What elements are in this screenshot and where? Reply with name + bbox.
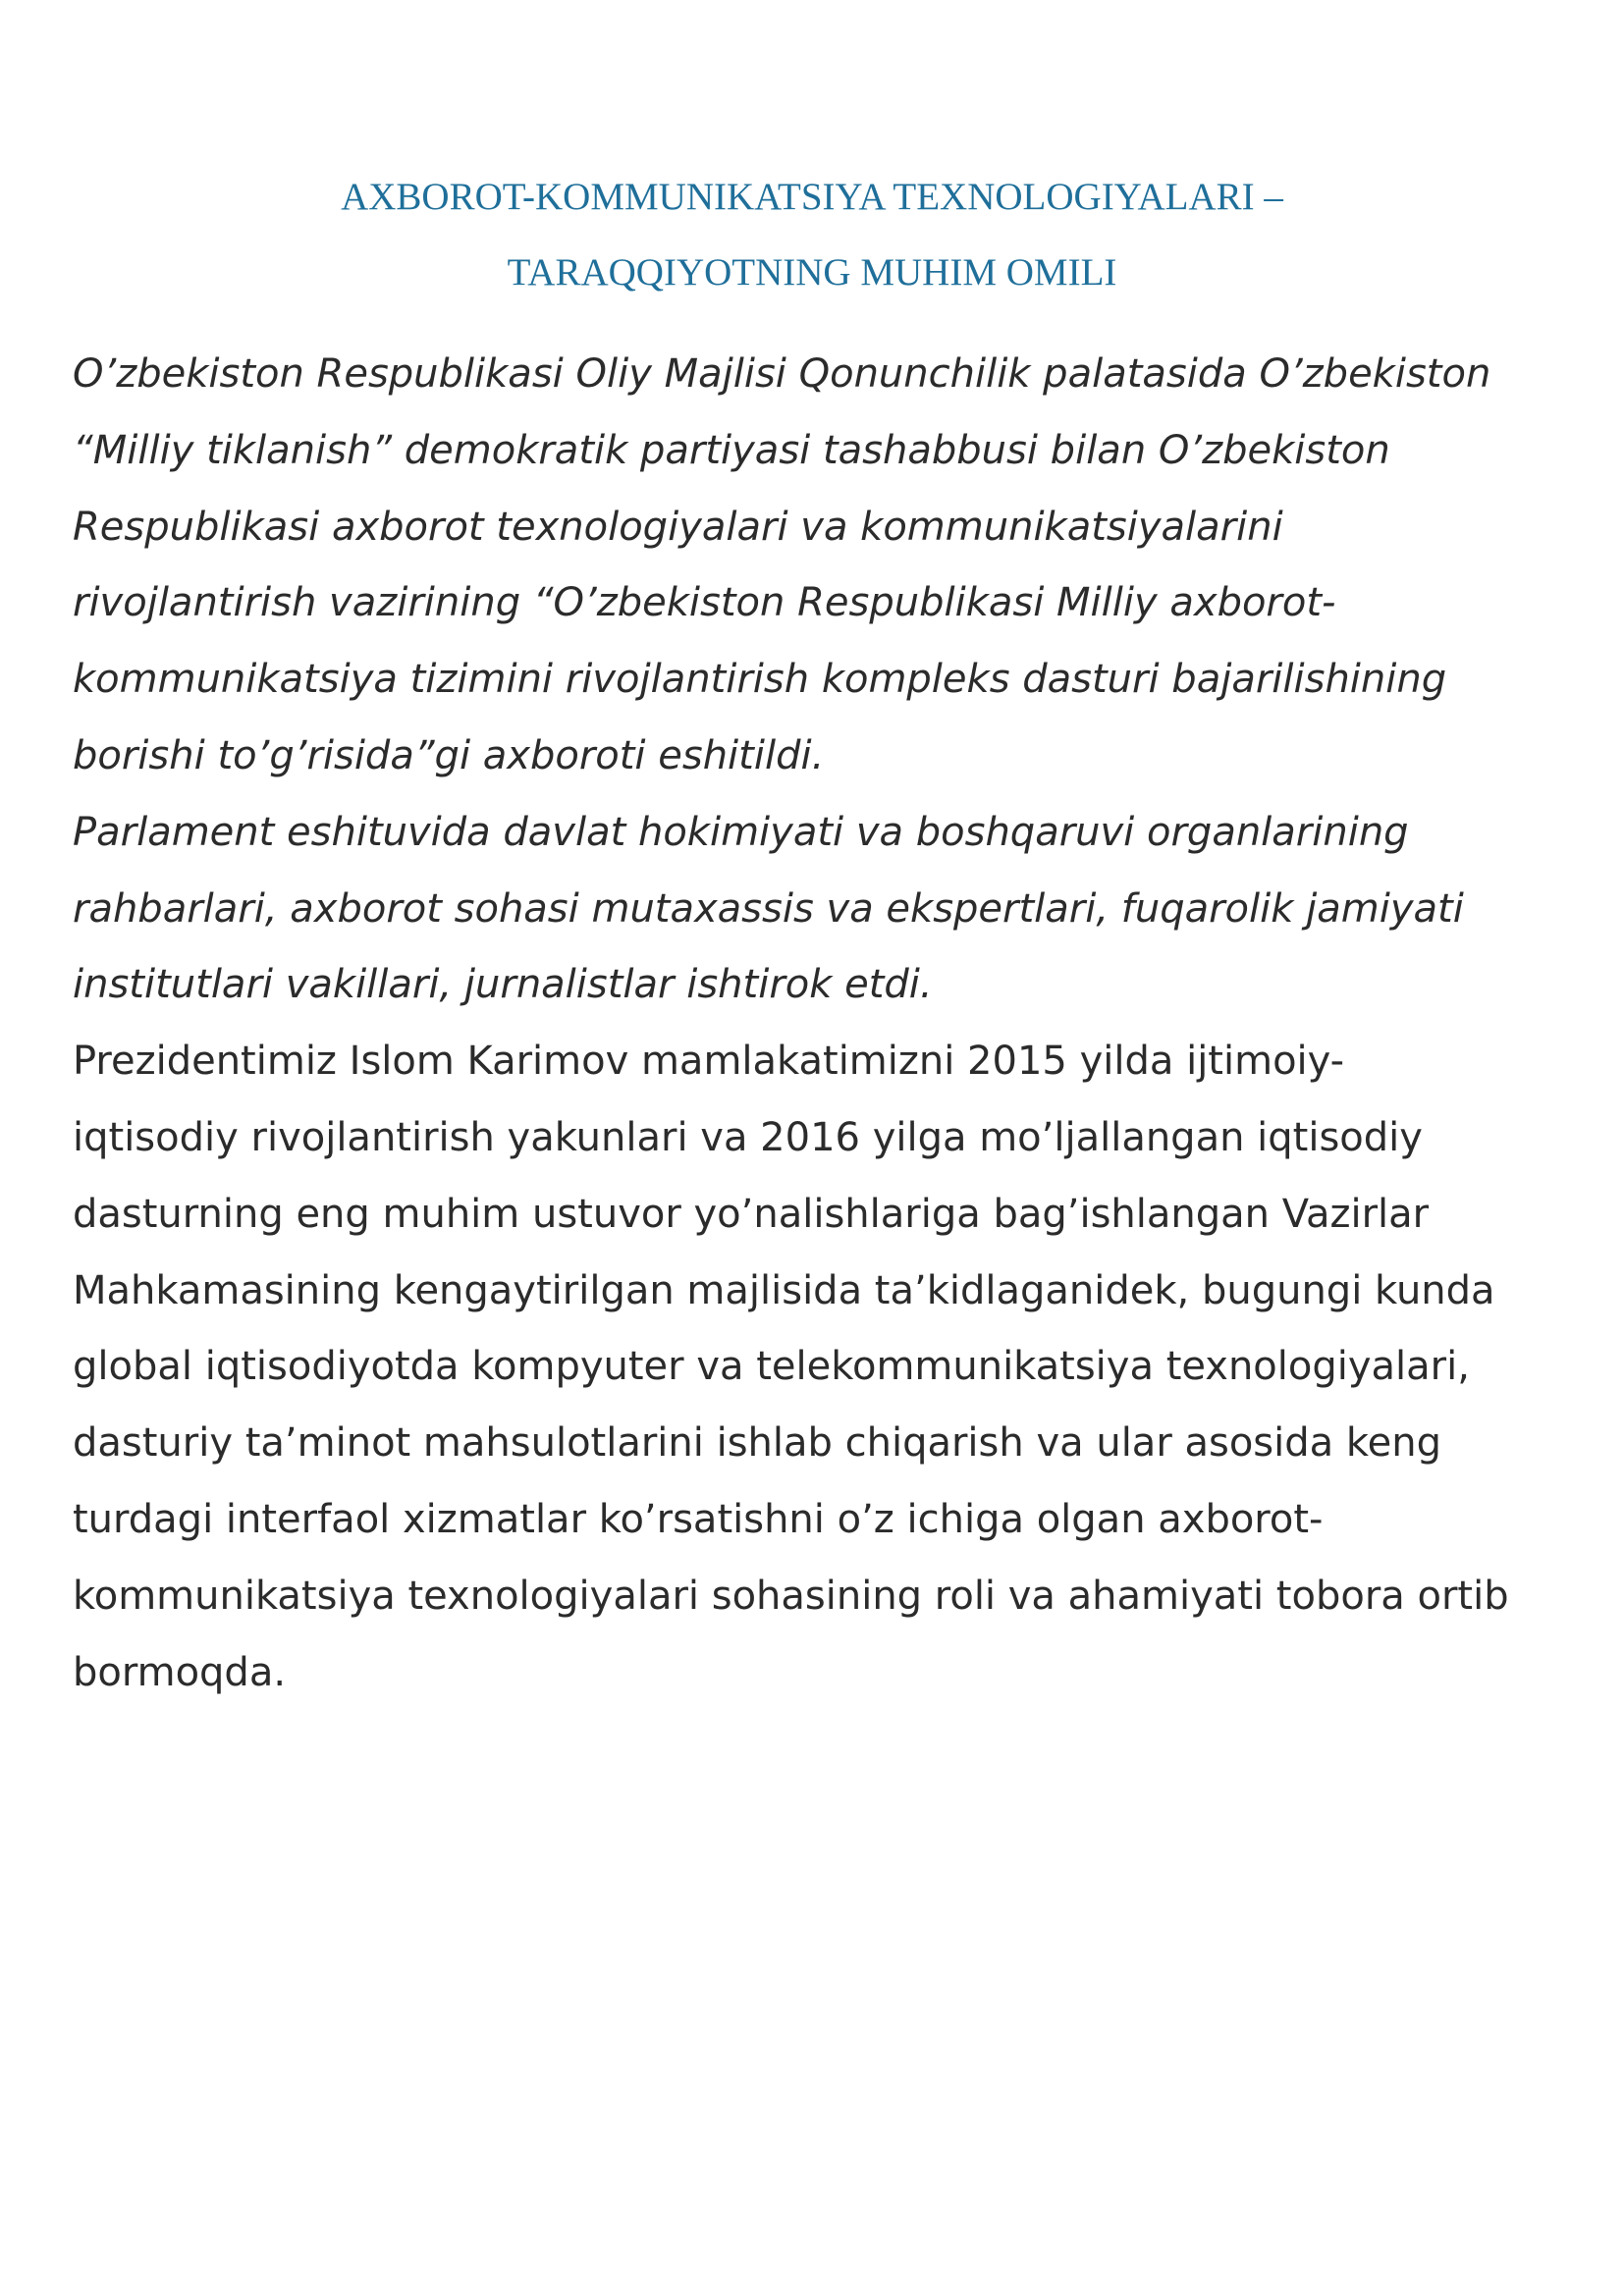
text-line: rivojlantirish vazirining “O’zbekiston Respublikasi Milliy axborot- bbox=[73, 580, 1336, 626]
text-line: Respublikasi axborot texnologiyalari va kommunikatsiyalarini bbox=[73, 504, 1283, 550]
text-line: iqtisodiy rivojlantirish yakunlari va 2016 yilga mo’ljallangan iqtisodiy bbox=[73, 1114, 1423, 1160]
article-body bbox=[73, 337, 1545, 1711]
text-line: O’zbekiston Respublikasi Oliy Majlisi Qonunchilik palatasida O’zbekiston bbox=[73, 351, 1491, 397]
paragraph-2 bbox=[73, 795, 1545, 1024]
paragraph-1 bbox=[73, 337, 1545, 795]
text-line: borishi to’g’risida”gi axboroti eshitildi. bbox=[73, 732, 825, 778]
text-line: dasturiy ta’minot mahsulotlarini ishlab chiqarish va ular asosida keng bbox=[73, 1420, 1441, 1467]
text-line: kommunikatsiya tizimini rivojlantirish kompleks dasturi bajarilishining bbox=[73, 657, 1447, 703]
text-line: rahbarlari, axborot sohasi mutaxassis va ekspertlari, fuqarolik jamiyati bbox=[73, 885, 1464, 932]
text-line: global iqtisodiyotda kompyuter va telekommunikatsiya texnologiyalari, bbox=[73, 1344, 1470, 1390]
paragraph-3 bbox=[73, 1024, 1545, 1711]
text-line: institutlari vakillari, jurnalistlar ishtirok etdi. bbox=[73, 962, 933, 1008]
text-line: dasturning eng muhim ustuvor yo’nalishlariga bag’ishlangan Vazirlar bbox=[73, 1191, 1430, 1237]
text-line: Mahkamasining kengaytirilgan majlisida ta’kidlaganidek, bugungi kunda bbox=[73, 1267, 1495, 1313]
text-line: “Milliy tiklanish” demokratik partiyasi tashabbusi bilan O’zbekiston bbox=[73, 427, 1390, 473]
title-line-1: AXBOROT-KOMMUNIKATSIYA TEXNOLOGIYALARI – bbox=[341, 176, 1283, 218]
page-title bbox=[0, 159, 1624, 310]
text-line: turdagi interfaol xizmatlar ko’rsatishni o’z ichiga olgan axborot- bbox=[73, 1496, 1324, 1542]
text-line: bormoqda. bbox=[73, 1649, 287, 1695]
title-line-2: TARAQQIYOTNING MUHIM OMILI bbox=[507, 251, 1117, 294]
text-line: kommunikatsiya texnologiyalari sohasining roli va ahamiyati tobora ortib bbox=[73, 1573, 1509, 1619]
text-line: Parlament eshituvida davlat hokimiyati va boshqaruvi organlarining bbox=[73, 809, 1409, 855]
text-line: Prezidentimiz Islom Karimov mamlakatimizni 2015 yilda ijtimoiy- bbox=[73, 1039, 1345, 1085]
